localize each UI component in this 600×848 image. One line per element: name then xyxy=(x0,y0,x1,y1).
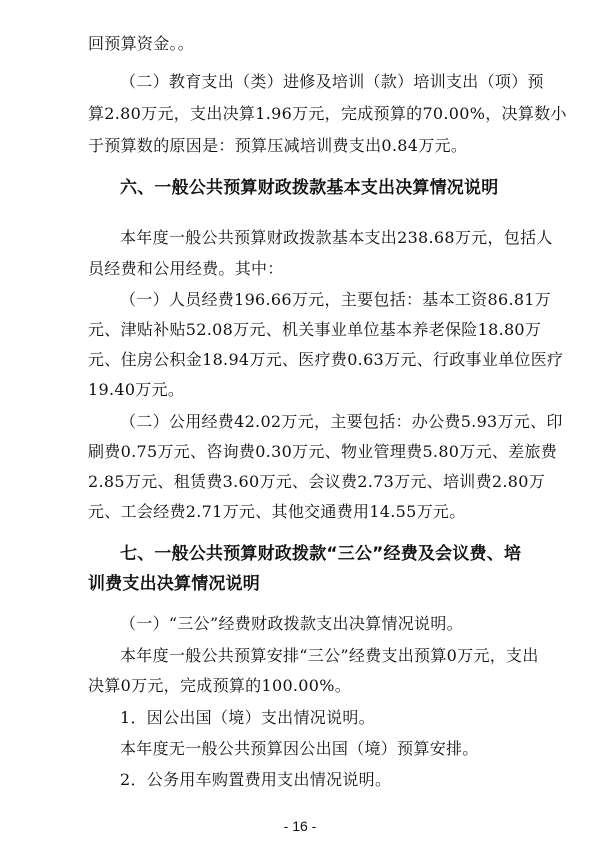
text-line: 元、住房公积金18.94万元、医疗费0.63万元、行政事业单位医疗 xyxy=(88,350,564,369)
text-line: 于预算数的原因是：预算压减培训费支出0.84万元。 xyxy=(88,136,468,155)
text-line: 员经费和公用经费。其中： xyxy=(88,259,284,278)
page-number: - 16 - xyxy=(283,818,317,834)
text-line: 算2.80万元，支出决算1.96万元，完成预算的70.00%，决算数小 xyxy=(88,104,567,123)
text-line: 决算0万元，完成预算的100.00%。 xyxy=(88,676,352,695)
paragraph-no-overseas-budget: 本年度无一般公共预算因公出国（境）预算安排。 xyxy=(120,739,479,758)
text-line: 2.85万元、租赁费3.60万元、会议费2.73万元、培训费2.80万 xyxy=(88,472,546,491)
item-vehicle-purchase: 2．公务用车购置费用支出情况说明。 xyxy=(120,770,392,789)
item-overseas-travel: 1．因公出国（境）支出情况说明。 xyxy=(120,708,375,727)
text-line: 19.40万元。 xyxy=(88,380,185,399)
paragraph-basic-expenditure: 本年度一般公共预算财政拨款基本支出238.68万元，包括人 xyxy=(120,228,553,247)
paragraph-public-expenses: （二）公用经费42.02万元，主要包括：办公费5.93万元、印 xyxy=(120,412,563,431)
text-line: 元、工会经费2.71万元、其他交通费用14.55万元。 xyxy=(88,502,466,521)
paragraph-three-public-budget: 本年度一般公共预算安排“三公”经费支出预算0万元，支出 xyxy=(120,646,539,665)
text-line: 回预算资金。。 xyxy=(88,34,195,53)
text-line: 元、津贴补贴52.08万元、机关事业单位基本养老保险18.80万 xyxy=(88,320,542,339)
section-heading-7: 七、一般公共预算财政拨款“三公”经费及会议费、培 xyxy=(120,544,522,564)
text-line: 刷费0.75万元、咨询费0.30万元、物业管理费5.80万元、差旅费 xyxy=(88,442,558,461)
section-heading-6: 六、一般公共预算财政拨款基本支出决算情况说明 xyxy=(120,178,499,198)
paragraph-personnel-expenses: （一）人员经费196.66万元，主要包括：基本工资86.81万 xyxy=(120,290,552,309)
subsection-three-public: （一）“三公”经费财政拨款支出决算情况说明。 xyxy=(120,614,463,633)
paragraph-education-expenditure: （二）教育支出（类）进修及培训（款）培训支出（项）预 xyxy=(120,72,544,91)
section-heading-7-cont: 训费支出决算情况说明 xyxy=(88,574,260,594)
